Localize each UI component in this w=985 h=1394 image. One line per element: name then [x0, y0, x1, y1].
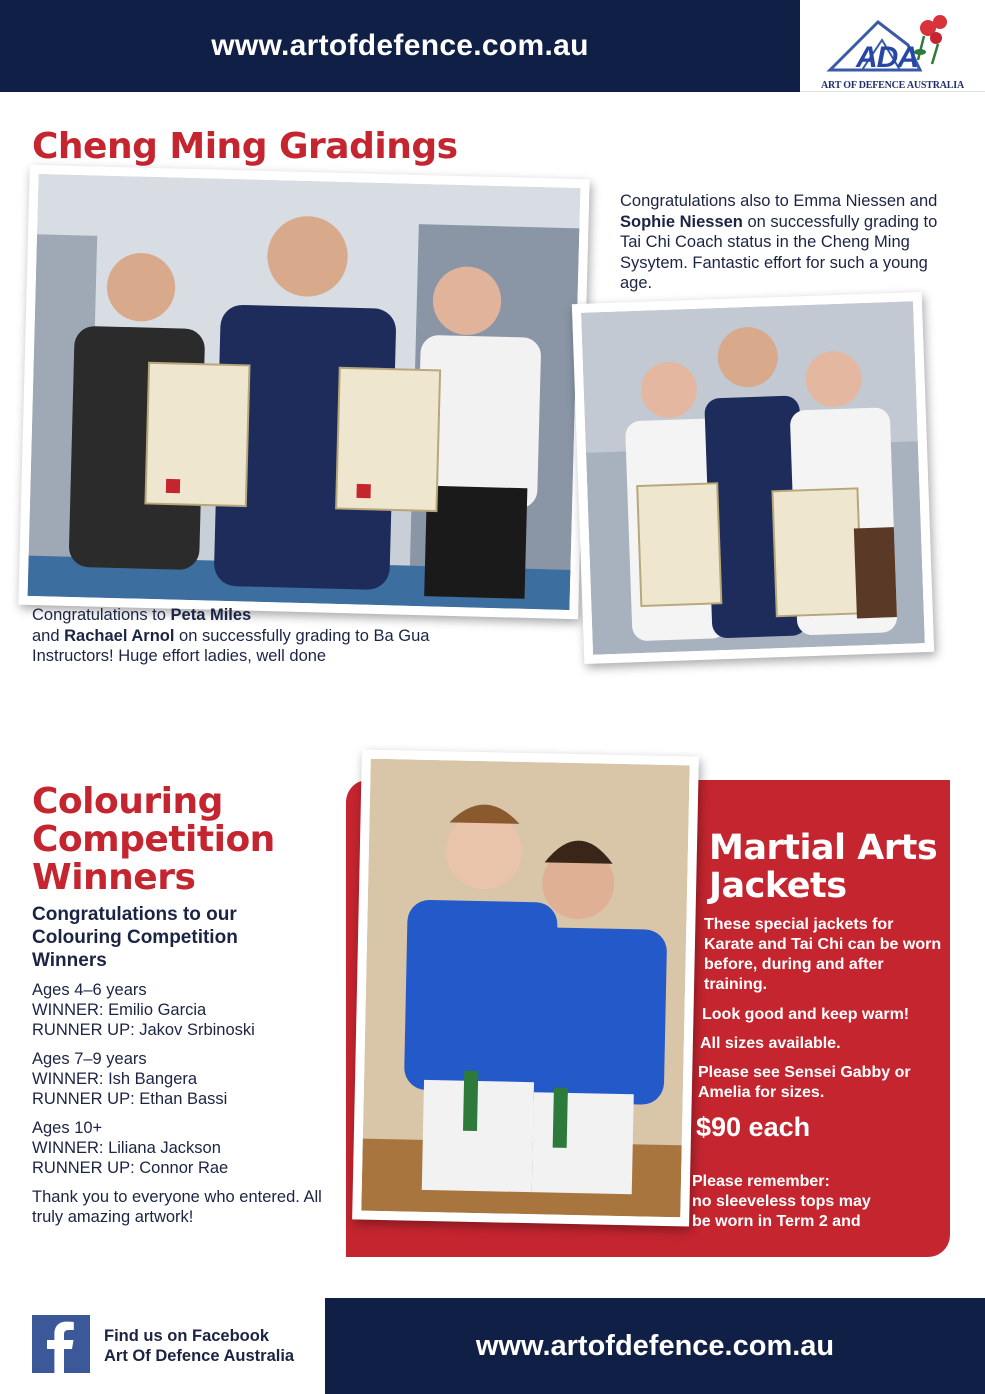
colouring-title-line-2: Competition — [32, 819, 275, 860]
group-1-winner: WINNER: Emilio Garcia — [32, 1001, 207, 1019]
left-caption-name-1: Peta Miles — [170, 606, 252, 624]
facebook-line-1: Find us on Facebook — [104, 1327, 270, 1345]
cheng-ming-photo-main — [18, 165, 589, 620]
jackets-photo — [352, 750, 699, 1227]
group-3-age: Ages 10+ — [32, 1119, 103, 1137]
group-2-winner: WINNER: Ish Bangera — [32, 1070, 198, 1088]
cheng-ming-title: Cheng Ming Gradings — [32, 126, 458, 167]
right-caption-text-1: Congratulations also to Emma Niessen and — [620, 192, 938, 210]
tai-chi-photo-icon — [581, 301, 925, 654]
group-2-runner-up: RUNNER UP: Ethan Bassi — [32, 1090, 228, 1108]
jackets-warm: Look good and keep warm! — [702, 1006, 910, 1023]
cheng-ming-left-caption — [32, 605, 492, 667]
group-1-age: Ages 4–6 years — [32, 981, 147, 999]
colouring-title-line-3: Winners — [32, 857, 196, 898]
jackets-price: $90 each — [696, 1112, 811, 1142]
left-caption-text-1: Congratulations to — [32, 606, 171, 624]
jackets-title-line-1: Martial Arts — [709, 828, 938, 868]
logo-caption: ART OF DEFENCE AUSTRALIA — [821, 80, 964, 91]
left-caption-text-2: and — [32, 626, 65, 645]
left-caption-name-2: Rachael Arnol — [64, 626, 175, 645]
jackets-description: These special jackets for Karate and Tai Chi can be worn before, during and after training. — [704, 916, 942, 993]
winners-group-3 — [32, 1118, 332, 1178]
jackets-title — [709, 829, 937, 905]
left-caption-text-3: on successfully grading to Ba Gua Instructors! Huge effort ladies, well done — [32, 626, 430, 665]
winners-group-1 — [32, 980, 332, 1040]
colouring-title — [32, 783, 275, 897]
logo-letters: ADA — [856, 41, 918, 74]
right-caption-text-2: on successfully grading to Tai Chi Coach status in the Cheng Ming Sysytem. Fantastic effort for such a young age. — [620, 212, 938, 292]
right-caption-name: Sophie Niessen — [620, 212, 743, 231]
jackets-photo-icon — [361, 759, 689, 1218]
colouring-title-line-1: Colouring — [32, 781, 223, 822]
group-2-age: Ages 7–9 years — [32, 1050, 147, 1068]
group-3-runner-up: RUNNER UP: Connor Rae — [32, 1159, 229, 1177]
group-3-winner: WINNER: Liliana Jackson — [32, 1139, 221, 1157]
jackets-contact: Please see Sensei Gabby or Amelia for sizes. — [698, 1064, 911, 1101]
jackets-title-line-2: Jackets — [709, 866, 847, 906]
footer-url[interactable]: www.artofdefence.com.au — [475, 1329, 835, 1362]
reminder-line-3: be worn in Term 2 and — [692, 1213, 861, 1230]
facebook-f-icon — [32, 1315, 90, 1373]
facebook-line-2: Art Of Defence Australia — [104, 1347, 295, 1365]
colouring-thanks: Thank you to everyone who entered. All truly amazing artwork! — [32, 1188, 322, 1226]
facebook-text[interactable] — [104, 1326, 294, 1366]
group-1-runner-up: RUNNER UP: Jakov Srbinoski — [32, 1021, 255, 1039]
grading-photo-icon — [28, 174, 581, 610]
winners-group-2 — [32, 1049, 332, 1109]
jackets-reminder — [692, 1172, 942, 1232]
cheng-ming-photo-tai-chi — [572, 292, 934, 664]
header-url[interactable]: www.artofdefence.com.au — [211, 29, 589, 62]
jackets-sizes: All sizes available. — [700, 1035, 841, 1052]
colouring-subheading: Congratulations to our Colouring Competition Winners — [32, 904, 238, 971]
cheng-ming-right-caption — [620, 191, 940, 294]
facebook-icon[interactable] — [32, 1315, 90, 1373]
reminder-line-1: Please remember: — [692, 1173, 830, 1190]
reminder-line-2: no sleeveless tops may — [692, 1193, 871, 1210]
